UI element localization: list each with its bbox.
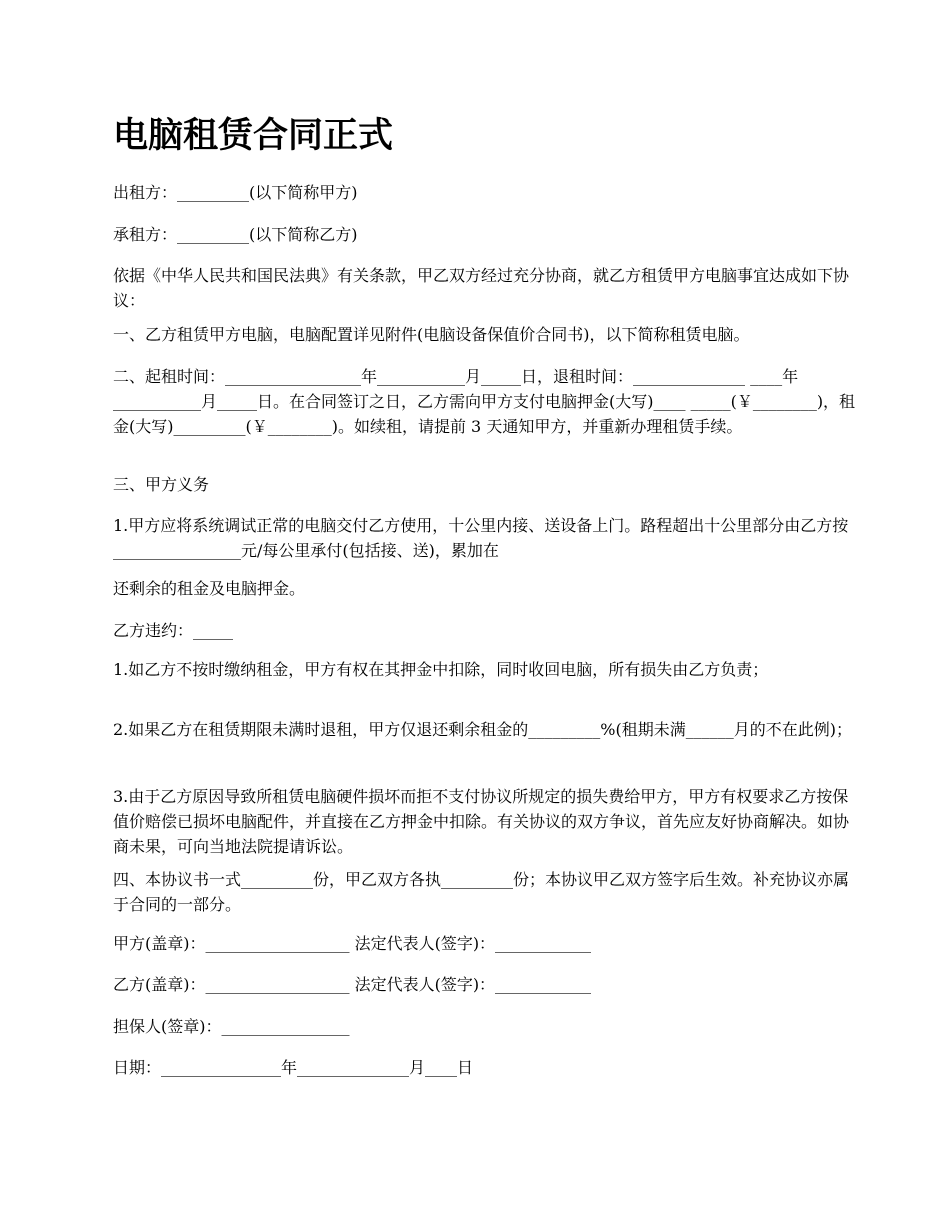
intro-paragraph: 依据《中华人民共和国民法典》有关条款，甲乙双方经过充分协商，就乙方租赁甲方电脑事宜达成如下协议： [113,266,850,310]
breach-heading: 乙方违约：_____ [113,621,234,640]
lessee-line: 承租方：_________(以下简称乙方) [113,225,358,244]
breach-item-3: 3.由于乙方原因导致所租赁电脑硬件损坏而拒不支付协议所规定的损失费给甲方，甲方有权要求乙方按保值价赔偿已损坏电脑配件，并直接在乙方押金中扣除。有关协议的双方争议，首先应友好协商解决。如协商未果，可向当地法院提请诉讼。 [113,787,850,856]
clause-4: 四、本协议书一式_________份，甲乙双方各执_________份；本协议甲乙双方签字后生效。补充协议亦属于合同的一部分。 [113,870,850,914]
breach-item-1: 1.如乙方不按时缴纳租金，甲方有权在其押金中扣除，同时收回电脑，所有损失由乙方负责； [113,660,769,679]
guarantor-signature-line: 担保人(签章)：________________ [113,1017,350,1036]
clause-3-item-1: 1.甲方应将系统调试正常的电脑交付乙方使用，十公里内接、送设备上门。路程超出十公里部分由乙方按________________元/每公里承付(包括接、送)，累加在 [113,516,849,560]
breach-item-2: 2.如果乙方在租赁期限未满时退租，甲方仅退还剩余租金的_________%(租期未满______月的不在此例)； [113,720,852,739]
party-a-signature-line: 甲方(盖章)：__________________ 法定代表人(签字)：____________ [113,934,592,953]
party-b-signature-line: 乙方(盖章)：__________________ 法定代表人(签字)：____________ [113,975,592,994]
date-line: 日期：_______________年______________月____日 [113,1058,474,1077]
clause-1: 一、乙方租赁甲方电脑，电脑配置详见附件(电脑设备保值价合同书)，以下简称租赁电脑。 [113,325,750,344]
clause-3-item-1-continuation: 还剩余的租金及电脑押金。 [113,579,306,598]
document-title: 电脑租赁合同正式 [113,115,394,156]
clause-2: 二、起租时间：_________________年___________月_____日，退租时间：______________ ____年___________月_____日。在合同签订之日，乙方需向甲方支付电脑押金(大写)____ _____(￥________)，租金(大写)_________(￥________)。如续租，请提前 3 天通知甲方，并重新办理租赁手续。 [113,367,856,436]
lessor-line: 出租方：_________(以下简称甲方) [113,183,358,202]
clause-3-heading: 三、甲方义务 [113,475,210,494]
